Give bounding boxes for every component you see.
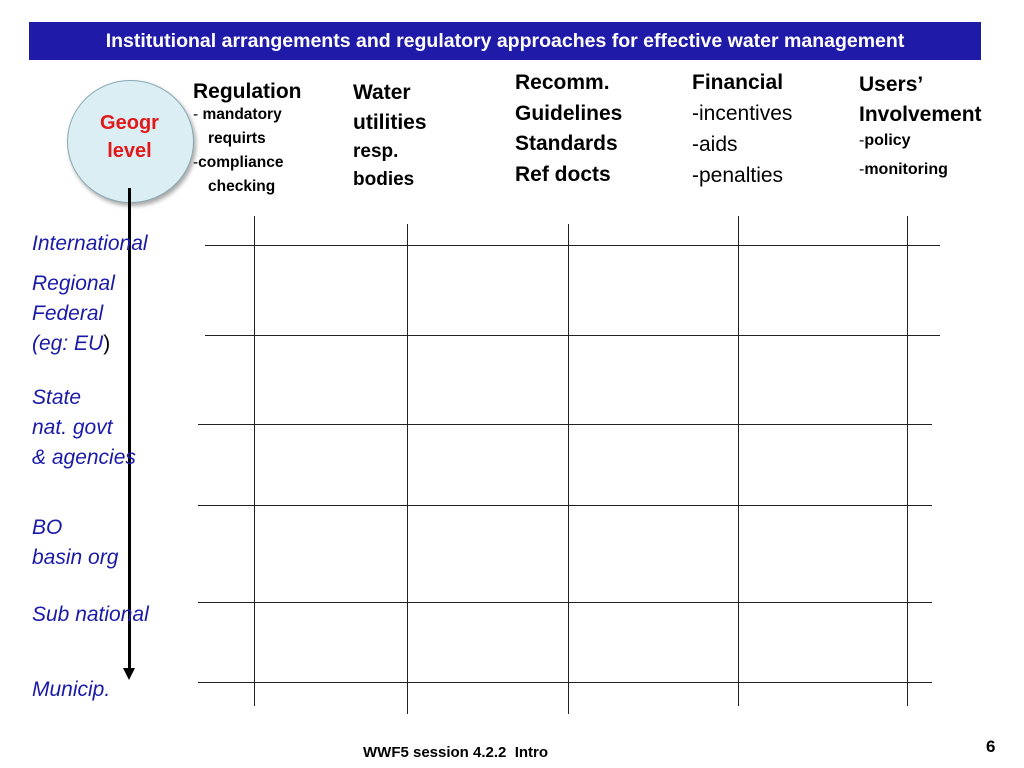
level-regional-l1: Regional [32,272,115,295]
grid-vline [738,216,739,706]
level-state-l3: & agencies [32,446,136,469]
level-state-l2: nat. govt [32,416,113,439]
col-regulation-heading: Regulation [193,80,302,103]
col-recommendations [515,68,622,190]
col-water-l4: bodies [353,169,415,190]
col-recomm-l1: Recomm. [515,71,610,94]
level-subnational: Sub national [32,603,149,626]
level-municipal: Municip. [32,678,111,701]
col-financial-l2: -incentives [692,102,793,125]
geo-arrow-head [123,668,135,680]
level-regional-l3: (eg: EU) [32,332,111,355]
geo-level-line2: level [107,140,152,162]
level-state [32,383,136,473]
level-regional-l2: Federal [32,302,104,325]
geo-level-line1: Geogr [100,112,159,134]
col-recomm-l4: Ref docts [515,162,611,186]
col-regulation-bullet1: - mandatory [193,106,282,123]
col-water-l1: Water [353,81,411,104]
grid-hline [205,335,940,336]
col-water-utilities [353,78,427,194]
grid-vline [568,224,569,714]
geo-level-label [67,109,192,165]
col-financial-l4: -penalties [692,164,784,187]
grid-hline [205,245,940,246]
grid-vline [254,216,255,706]
col-users-l2: Involvement [859,103,982,126]
col-financial [692,67,792,191]
level-bo-l2: basin org [32,546,119,569]
page-number: 6 [986,737,996,756]
col-users-l1: Users’ [859,73,924,96]
col-water-l3: resp. [353,141,399,162]
footer-session: WWF5 session 4.2.2 Intro [363,744,549,761]
level-regional [32,269,115,359]
col-users-bullet2: -monitoring [859,161,948,178]
slide-title: Institutional arrangements and regulatory approaches for effective water management [29,22,981,60]
level-basin-org [32,513,118,573]
col-regulation-bullet1-cont: requirts [208,130,266,147]
grid-vline [907,216,908,706]
col-regulation [193,79,302,199]
grid-vline [407,224,408,714]
col-financial-heading: Financial [692,71,784,94]
col-water-l2: utilities [353,111,427,134]
col-recomm-l3: Standards [515,132,618,155]
grid-hline [198,424,932,425]
level-state-l1: State [32,386,82,409]
col-regulation-bullet2-cont: checking [208,178,276,195]
col-financial-l3: -aids [692,133,738,156]
grid-hline [198,505,932,506]
col-regulation-bullet2: -compliance [193,154,284,171]
col-users-involvement [859,70,982,184]
level-international: International [32,232,148,255]
col-users-bullet1: -policy [859,132,911,149]
grid-hline [198,682,932,683]
col-recomm-l2: Guidelines [515,101,623,125]
level-bo-l1: BO [32,516,63,539]
grid-hline [198,602,932,603]
